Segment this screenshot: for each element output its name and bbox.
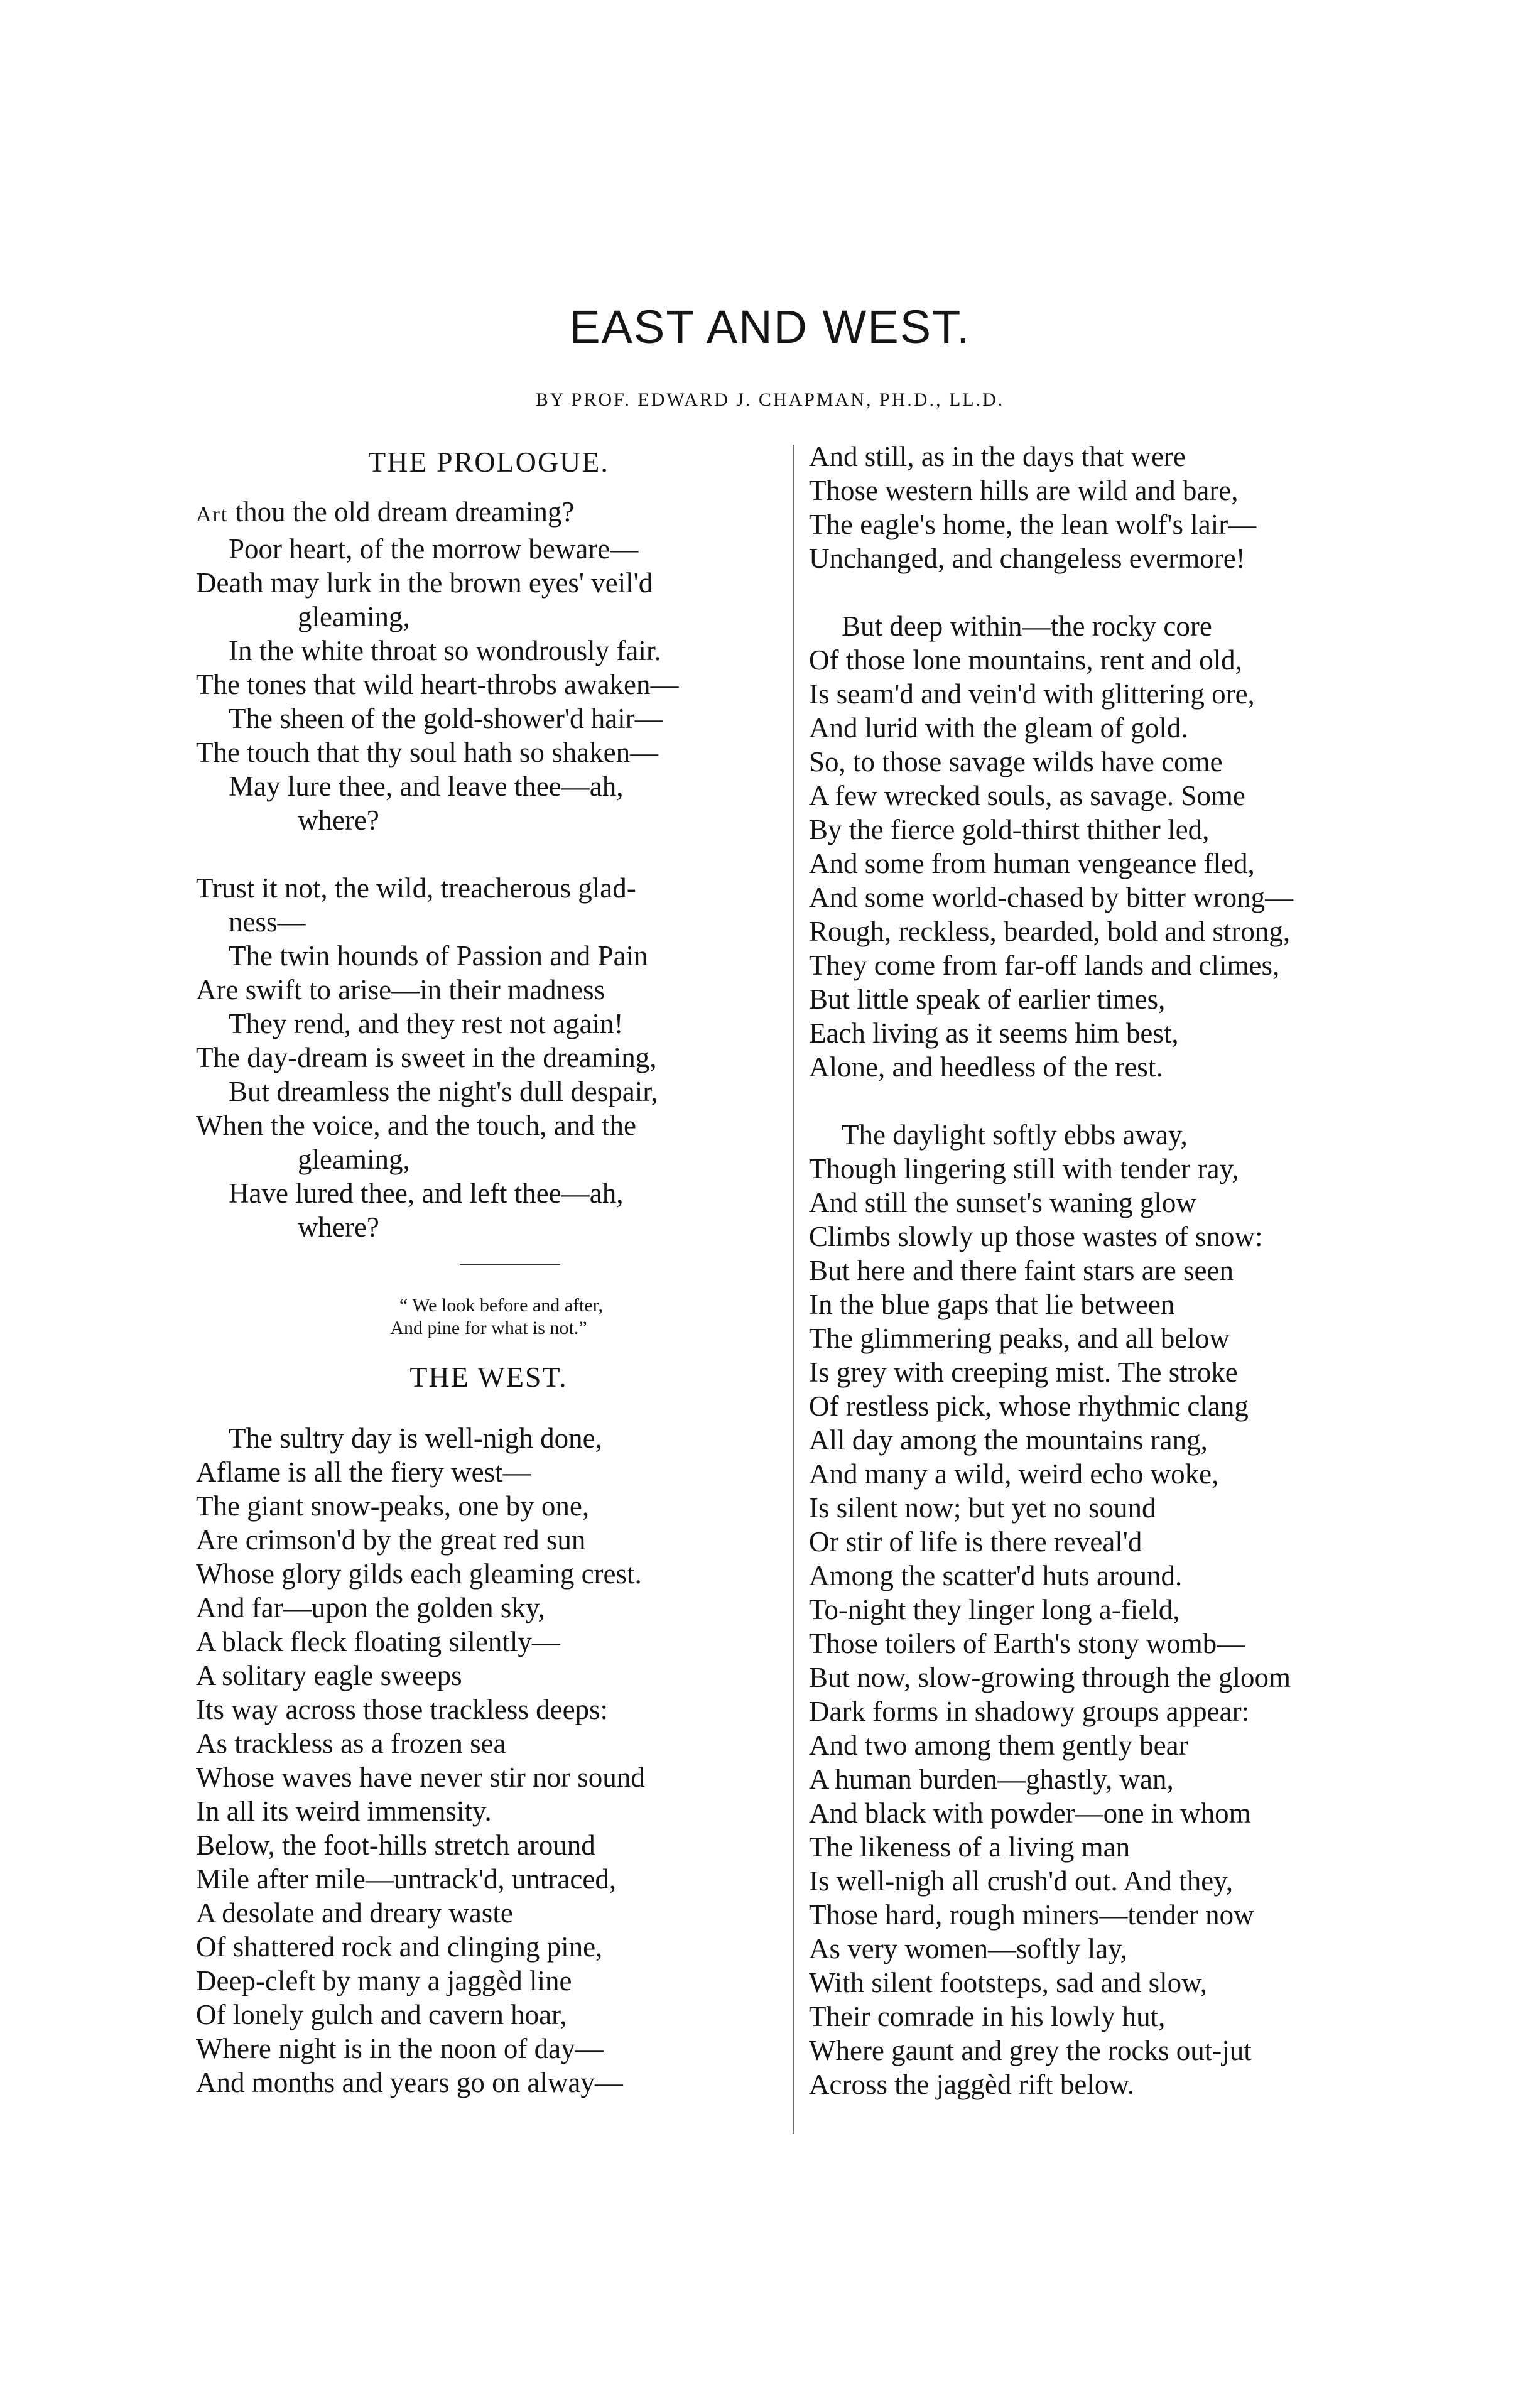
poem-line: But dreamless the night's dull despair, (229, 1076, 658, 1107)
poem-line: The twin hounds of Passion and Pain (229, 940, 648, 972)
poem-line: Of those lone mountains, rent and old, (809, 644, 1242, 676)
poem-line: Where night is in the noon of day— (196, 2033, 604, 2064)
poem-line: A solitary eagle sweeps (196, 1660, 462, 1691)
poem-line: Of shattered rock and clinging pine, (196, 1931, 603, 1963)
poem-line: They rend, and they rest not again! (229, 1008, 624, 1039)
poem-line: In the white throat so wondrously fair. (229, 635, 661, 666)
poem-line: ness— (229, 906, 306, 938)
poem-line: Those western hills are wild and bare, (809, 475, 1239, 506)
poem-line: Trust it not, the wild, treacherous glad- (196, 872, 636, 904)
section-divider (460, 1264, 560, 1265)
poem-line: The daylight softly ebbs away, (842, 1119, 1188, 1151)
west-heading: THE WEST. (409, 1361, 568, 1393)
poem-line: Alone, and heedless of the rest. (809, 1051, 1163, 1083)
poem-line: Deep-cleft by many a jaggèd line (196, 1965, 572, 1996)
epigraph-line: And pine for what is not.” (390, 1318, 587, 1338)
poem-line: When the voice, and the touch, and the (196, 1110, 636, 1141)
poem-line: A few wrecked souls, as savage. Some (809, 780, 1245, 811)
poem-line: where? (298, 804, 379, 836)
poem-line: gleaming, (298, 1144, 410, 1175)
poem-line: But now, slow-growing through the gloom (809, 1662, 1291, 1693)
poem-line-text: thou the old dream dreaming? (235, 496, 575, 528)
poem-line: And two among them gently bear (809, 1730, 1188, 1761)
poem-line: The likeness of a living man (809, 1831, 1131, 1863)
poem-line: Those hard, rough miners—tender now (809, 1899, 1254, 1931)
poem-line: And many a wild, weird echo woke, (809, 1458, 1219, 1490)
page-title: EAST AND WEST. (569, 301, 971, 353)
poem-line: Among the scatter'd huts around. (809, 1560, 1183, 1591)
prologue-heading: THE PROLOGUE. (368, 446, 609, 478)
poem-line: And lurid with the gleam of gold. (809, 712, 1188, 744)
poem-line: Are crimson'd by the great red sun (196, 1524, 586, 1556)
poem-line: Those toilers of Earth's stony womb— (809, 1628, 1245, 1659)
poem-line: Whose glory gilds each gleaming crest. (196, 1558, 642, 1590)
poem-line: But little speak of earlier times, (809, 983, 1166, 1015)
poem-line: A black fleck floating silently— (196, 1626, 560, 1657)
poem-line: Their comrade in his lowly hut, (809, 2001, 1166, 2032)
poem-line: Aflame is all the fiery west— (196, 1456, 531, 1488)
poem-line: And some world-chased by bitter wrong— (809, 882, 1294, 913)
poem-line: Is grey with creeping mist. The stroke (809, 1357, 1238, 1388)
poem-line: Poor heart, of the morrow beware— (229, 533, 639, 565)
author-byline: BY PROF. EDWARD J. CHAPMAN, PH.D., LL.D. (535, 389, 1005, 410)
poem-line: With silent footsteps, sad and slow, (809, 1967, 1207, 1998)
small-caps-initial: Art (196, 503, 229, 526)
poem-line: Rough, reckless, bearded, bold and strong, (809, 916, 1291, 947)
poem-line: To-night they linger long a-field, (809, 1594, 1180, 1625)
poem-line: Is well-nigh all crush'd out. And they, (809, 1865, 1234, 1897)
poem-line: Whose waves have never stir nor sound (196, 1762, 645, 1793)
poem-line: Or stir of life is there reveal'd (809, 1526, 1142, 1557)
poem-line: The glimmering peaks, and all below (809, 1323, 1230, 1354)
poem-line: Dark forms in shadowy groups appear: (809, 1696, 1250, 1727)
epigraph-line: “ We look before and after, (399, 1295, 603, 1316)
poem-line: May lure thee, and leave thee—ah, (229, 771, 624, 802)
poem-line: And still, as in the days that were (809, 441, 1186, 472)
poem-line: As very women—softly lay, (809, 1933, 1127, 1964)
poem-line: Each living as it seems him best, (809, 1017, 1179, 1049)
poem-line: The sultry day is well-nigh done, (229, 1422, 602, 1454)
poem-line: Is silent now; but yet no sound (809, 1492, 1156, 1524)
poem-line (196, 495, 781, 532)
poem-line: But here and there faint stars are seen (809, 1255, 1234, 1286)
poem-line: As trackless as a frozen sea (196, 1728, 506, 1759)
right-column (809, 440, 1399, 2101)
poem-line: They come from far-off lands and climes, (809, 950, 1280, 981)
poem-line: Below, the foot-hills stretch around (196, 1829, 595, 1861)
poem-line: By the fierce gold-thirst thither led, (809, 814, 1210, 845)
poem-line: The day-dream is sweet in the dreaming, (196, 1042, 657, 1073)
poem-line: And still the sunset's waning glow (809, 1187, 1196, 1218)
poem-line: The giant snow-peaks, one by one, (196, 1490, 590, 1522)
poem-line: Mile after mile—untrack'd, untraced, (196, 1863, 617, 1895)
poem-line: All day among the mountains rang, (809, 1424, 1208, 1456)
poem-line: Where gaunt and grey the rocks out-jut (809, 2035, 1252, 2066)
poem-line: Of lonely gulch and cavern hoar, (196, 1999, 567, 2030)
poem-line: And far—upon the golden sky, (196, 1592, 545, 1623)
poem-line: Climbs slowly up those wastes of snow: (809, 1221, 1263, 1252)
left-column (196, 440, 781, 2099)
column-divider (793, 445, 794, 2134)
poem-line: But deep within—the rocky core (842, 610, 1212, 642)
poem-line: Across the jaggèd rift below. (809, 2069, 1135, 2100)
poem-line: where? (298, 1211, 379, 1243)
poem-line: Are swift to arise—in their madness (196, 974, 605, 1005)
poem-line: Though lingering still with tender ray, (809, 1153, 1239, 1184)
poem-line: Of restless pick, whose rhythmic clang (809, 1390, 1249, 1422)
poem-line: Its way across those trackless deeps: (196, 1694, 609, 1725)
poem-line: A desolate and dreary waste (196, 1897, 513, 1929)
poem-line: And black with powder—one in whom (809, 1797, 1251, 1829)
poem-line: So, to those savage wilds have come (809, 746, 1223, 777)
poem-line: Unchanged, and changeless evermore! (809, 543, 1245, 574)
poem-line: And months and years go on alway— (196, 2067, 623, 2098)
poem-line: The tones that wild heart-throbs awaken— (196, 669, 679, 700)
poem-line: In all its weird immensity. (196, 1796, 492, 1827)
poem-line: Have lured thee, and left thee—ah, (229, 1178, 624, 1209)
poem-line: A human burden—ghastly, wan, (809, 1763, 1174, 1795)
poem-line: The sheen of the gold-shower'd hair— (229, 703, 663, 734)
poem-line: The touch that thy soul hath so shaken— (196, 737, 659, 768)
poem-line: And some from human vengeance fled, (809, 848, 1255, 879)
poem-line: gleaming, (298, 601, 410, 632)
poem-line: In the blue gaps that lie between (809, 1289, 1175, 1320)
poem-line: Is seam'd and vein'd with glittering ore, (809, 678, 1255, 710)
poem-line: The eagle's home, the lean wolf's lair— (809, 509, 1257, 540)
poem-line: Death may lurk in the brown eyes' veil'd (196, 567, 653, 599)
